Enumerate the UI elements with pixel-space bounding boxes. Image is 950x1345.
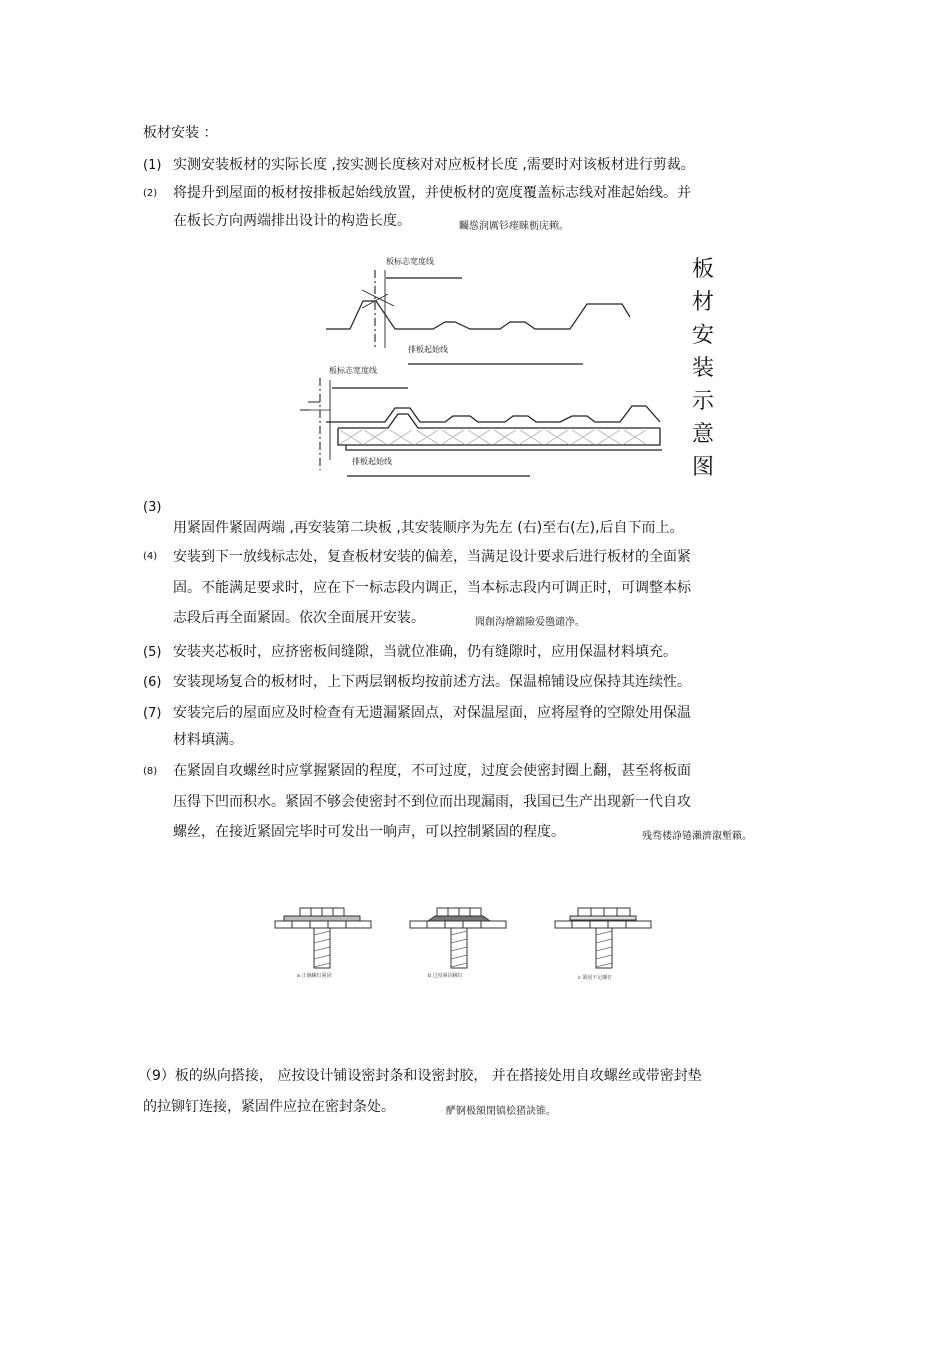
screw-diagram-correct — [275, 908, 371, 968]
item-number: (1) — [143, 158, 162, 173]
section-title: 板材安装 ： — [143, 125, 218, 141]
item-text-line: 将提升到屋面的板材按排板起始线放置，并使板材的宽度覆盖标志线对准起始线。并 — [173, 185, 691, 201]
label-width-line-top: 板标志宽度线 — [386, 257, 434, 266]
screw-diagram-over-tightened — [410, 908, 506, 968]
screw-caption — [578, 974, 612, 981]
screw-diagram-under-tightened — [555, 908, 651, 968]
item-number: (5) — [143, 645, 162, 660]
screw-caption — [428, 972, 463, 979]
garbled-note: 聞創沟燴鐺險爱氇谴净。 — [475, 617, 585, 628]
item-text-line: 安装完后的屋面应及时检查有无遗漏紧固点，对保温屋面，应将屋脊的空隙处用保温 — [173, 705, 691, 721]
top-panel-profile — [326, 301, 630, 329]
screw-caption-text: 过度紧固螺钉 — [432, 973, 463, 979]
item-text-line: 在紧固自攻螺丝时应掌握紧固的程度，不可过度，过度会使密封圈上翻，甚至将板面 — [173, 763, 691, 779]
item-text-line: 在板长方向两端排出设计的构造长度。 — [173, 213, 411, 229]
diagram-vertical-title: 板材安装示意图 — [691, 257, 714, 480]
item-number: (8) — [143, 766, 158, 777]
item-text-line: 安装夹芯板时，应挤密板间缝隙，当就位准确，仍有缝隙时，应用保温材料填充。 — [173, 644, 677, 660]
item-text-line: 实测安装板材的实际长度 ,按实测长度核对对应板材长度 ,需要时对该板材进行剪裁。 — [173, 157, 695, 173]
screw-caption-marker: a — [297, 973, 301, 979]
item-text-line: 固。不能满足要求时，应在下一标志段内调正，当本标志段内可调正时，可调整本标 — [173, 580, 691, 596]
garbled-note: 酽锕极額閉镇桧猪訣锥。 — [446, 1106, 556, 1117]
item-number: (2) — [143, 188, 158, 199]
item-number: (4) — [143, 551, 158, 562]
item-text-line: 螺丝，在接近紧固完毕时可发出一响声，可以控制紧固的程度。 — [173, 824, 565, 840]
item-text-line: 安装现场复合的板材时，上下两层钢板均按前述方法。保温棉铺设应保持其连续性。 — [173, 674, 691, 690]
item9-text-line: 的拉铆钉连接，紧固件应拉在密封条处。 — [143, 1099, 395, 1115]
item-text-line: 材料填满。 — [173, 732, 243, 748]
screw-caption — [297, 972, 332, 979]
garbled-note: 矚慫润厲钐瘗睞枥庑赖。 — [459, 221, 569, 232]
label-width-line-bottom: 板标志宽度线 — [329, 366, 377, 375]
screw-caption-marker: b — [428, 973, 432, 979]
screw-caption-text: 紧固不足螺钉 — [582, 975, 613, 981]
garbled-note: 残骛楼諍锩瀨濟溆塹籟。 — [642, 831, 752, 842]
item-text-line: 安装到下一放线标志处，复查板材安装的偏差，当满足设计要求后进行板材的全面紧 — [173, 549, 691, 565]
item-text-line: 压得下凹而积水。紧固不够会使密封不到位而出现漏雨，我国已生产出现新一代自攻 — [173, 794, 691, 810]
item-number: (3) — [143, 500, 162, 515]
item-text-line: 志段后再全面紧固。依次全面展开安装。 — [173, 610, 425, 626]
sandwich-panel-outline — [326, 406, 662, 450]
label-start-line-top: 排板起始线 — [408, 345, 448, 354]
item-text-line: 用紧固件紧固两端 ,再安装第二块板 ,其安装顺序为先左 (右)至右(左),后自下而上。 — [173, 520, 684, 536]
label-start-line-bottom: 排板起始线 — [352, 457, 392, 466]
screw-caption-marker: c — [578, 975, 581, 981]
insulation-hatch — [340, 430, 646, 444]
item-number: (6) — [143, 675, 162, 690]
item9-text-line: （9）板的纵向搭接， 应按设计铺设密封条和设密封胶， 并在搭接处用自攻螺丝或带密封垫 — [138, 1068, 702, 1084]
item-number: (7) — [143, 706, 162, 721]
screw-caption-text: 正确螺钉紧固 — [301, 973, 332, 979]
